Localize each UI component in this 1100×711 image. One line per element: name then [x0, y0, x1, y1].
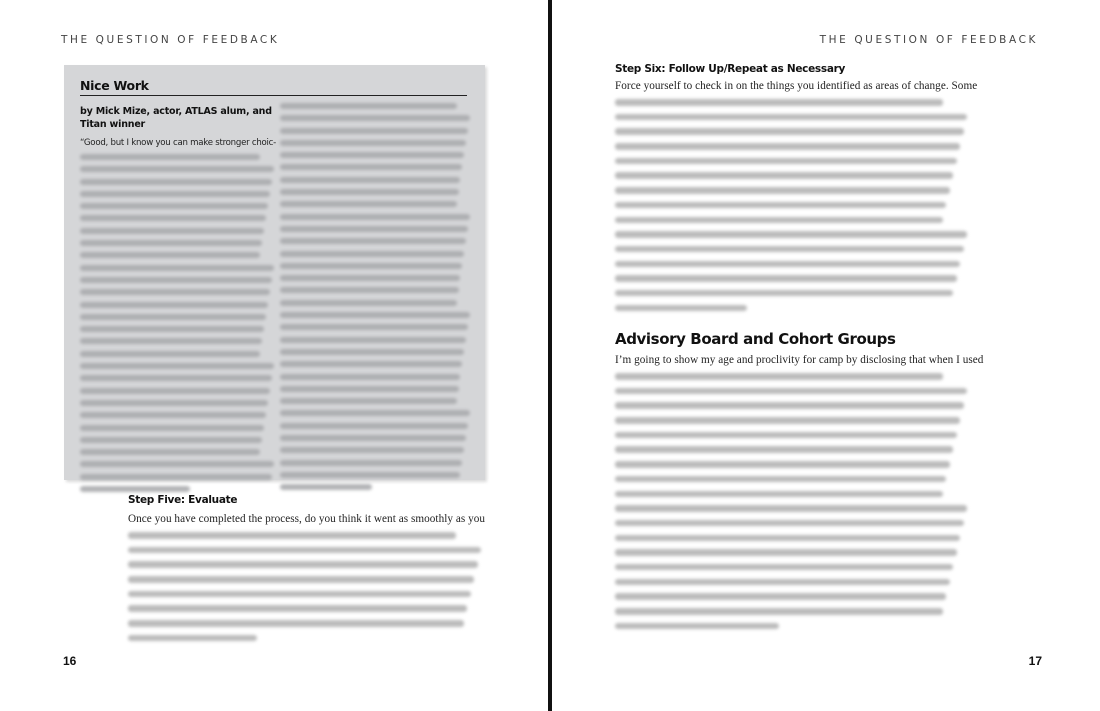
- blurred-text-line: [80, 326, 264, 332]
- blurred-text-line: [128, 635, 257, 642]
- blurred-text-line: [80, 412, 266, 418]
- blurred-text-line: [615, 505, 967, 512]
- page-number-right: 17: [1028, 654, 1042, 668]
- blurred-text-line: [615, 432, 957, 439]
- blurred-text-line: [615, 261, 960, 268]
- blurred-text-line: [280, 398, 457, 404]
- blurred-text-line: [615, 579, 950, 586]
- sidebar-blurred-column-2: [280, 103, 472, 497]
- blurred-text-line: [615, 217, 943, 224]
- blurred-text-line: [80, 179, 272, 185]
- blurred-text-line: [80, 289, 270, 295]
- blurred-text-line: [615, 143, 960, 150]
- blurred-text-line: [615, 305, 747, 312]
- blurred-text-line: [80, 486, 190, 492]
- blurred-text-line: [80, 228, 264, 234]
- blurred-text-line: [280, 472, 460, 478]
- blurred-text-line: [615, 417, 960, 424]
- blurred-text-line: [615, 402, 964, 409]
- blurred-text-line: [80, 265, 274, 271]
- blurred-text-line: [615, 446, 953, 453]
- blurred-text-line: [80, 154, 260, 160]
- blurred-text-line: [80, 166, 274, 172]
- blurred-text-line: [80, 215, 266, 221]
- blurred-text-line: [280, 177, 460, 183]
- blurred-text-line: [128, 547, 481, 554]
- blurred-text-line: [80, 363, 274, 369]
- blurred-text-line: [80, 375, 272, 381]
- blurred-text-line: [280, 410, 470, 416]
- blurred-text-line: [280, 251, 464, 257]
- blurred-text-line: [280, 115, 470, 121]
- blurred-text-line: [280, 128, 468, 134]
- blurred-text-line: [80, 400, 268, 406]
- blurred-text-line: [280, 312, 470, 318]
- blurred-text-line: [280, 435, 466, 441]
- blurred-text-line: [615, 231, 967, 238]
- blurred-text-line: [615, 520, 964, 527]
- blurred-text-line: [280, 349, 464, 355]
- blurred-text-line: [280, 300, 457, 306]
- blurred-text-line: [280, 201, 457, 207]
- blurred-text-line: [280, 287, 459, 293]
- blurred-text-line: [615, 608, 943, 615]
- blurred-text-line: [280, 226, 468, 232]
- blurred-text-line: [615, 114, 967, 121]
- blurred-text-line: [280, 275, 460, 281]
- sidebar-blurred-column-1: [80, 154, 276, 498]
- blurred-text-line: [80, 461, 274, 467]
- blurred-text-line: [128, 561, 478, 568]
- sidebar-lead-line: “Good, but I know you can make stronger choic-: [80, 138, 277, 148]
- blurred-text-line: [128, 532, 456, 539]
- blurred-text-line: [615, 388, 967, 395]
- section-heading-advisory-board: Advisory Board and Cohort Groups: [615, 330, 896, 348]
- blurred-text-line: [280, 324, 468, 330]
- blurred-text-line: [615, 172, 953, 179]
- blurred-text-line: [128, 620, 464, 627]
- sidebar-title: Nice Work: [80, 78, 149, 93]
- advisory-board-first-line: I’m going to show my age and proclivity for camp by disclosing that when I used: [615, 354, 984, 366]
- blurred-text-line: [280, 140, 466, 146]
- blurred-text-line: [615, 128, 964, 135]
- blurred-text-line: [280, 460, 462, 466]
- page-number-left: 16: [63, 654, 77, 668]
- blurred-text-line: [280, 164, 462, 170]
- step-five-first-line: Once you have completed the process, do you think it went as smoothly as you: [128, 513, 486, 525]
- blurred-text-line: [80, 240, 262, 246]
- blurred-text-line: [615, 275, 957, 282]
- blurred-text-line: [80, 388, 270, 394]
- blurred-text-line: [615, 461, 950, 468]
- blurred-text-line: [615, 476, 946, 483]
- sidebar-byline: by Mick Mize, actor, ATLAS alum, and Titan winner: [80, 106, 272, 130]
- blurred-text-line: [80, 277, 272, 283]
- blurred-text-line: [280, 189, 459, 195]
- blurred-text-line: [80, 449, 260, 455]
- left-page: [0, 0, 548, 711]
- step-six-first-line: Force yourself to check in on the things you identified as areas of change. Some: [615, 80, 978, 92]
- running-head-left: THE QUESTION OF FEEDBACK: [61, 34, 280, 46]
- blurred-text-line: [280, 447, 464, 453]
- right-page: [552, 0, 1100, 711]
- blurred-text-line: [80, 191, 270, 197]
- section-heading-step-five: Step Five: Evaluate: [128, 494, 238, 506]
- blurred-text-line: [280, 361, 462, 367]
- blurred-text-line: [615, 99, 943, 106]
- advisory-board-blurred-text: [615, 373, 971, 637]
- running-head-right: THE QUESTION OF FEEDBACK: [819, 34, 1038, 46]
- blurred-text-line: [80, 338, 262, 344]
- blurred-text-line: [615, 202, 946, 209]
- blurred-text-line: [615, 549, 957, 556]
- blurred-text-line: [615, 187, 950, 194]
- blurred-text-line: [280, 386, 459, 392]
- blurred-text-line: [280, 374, 460, 380]
- blurred-text-line: [80, 351, 260, 357]
- blurred-text-line: [80, 425, 264, 431]
- section-heading-step-six: Step Six: Follow Up/Repeat as Necessary: [615, 63, 846, 75]
- blurred-text-line: [128, 591, 471, 598]
- step-six-blurred-text: [615, 99, 971, 319]
- blurred-text-line: [615, 246, 964, 253]
- blurred-text-line: [280, 263, 462, 269]
- blurred-text-line: [128, 605, 467, 612]
- blurred-text-line: [280, 152, 464, 158]
- blurred-text-line: [615, 535, 960, 542]
- blurred-text-line: [280, 423, 468, 429]
- blurred-text-line: [280, 103, 457, 109]
- blurred-text-line: [615, 593, 946, 600]
- blurred-text-line: [80, 437, 262, 443]
- blurred-text-line: [80, 252, 260, 258]
- blurred-text-line: [80, 203, 268, 209]
- blurred-text-line: [615, 158, 957, 165]
- blurred-text-line: [615, 491, 943, 498]
- blurred-text-line: [280, 337, 466, 343]
- step-five-blurred-text: [128, 532, 485, 650]
- blurred-text-line: [80, 474, 272, 480]
- blurred-text-line: [80, 302, 268, 308]
- blurred-text-line: [280, 484, 372, 490]
- blurred-text-line: [80, 314, 266, 320]
- blurred-text-line: [615, 373, 943, 380]
- blurred-text-line: [128, 576, 474, 583]
- blurred-text-line: [615, 623, 779, 630]
- blurred-text-line: [615, 290, 953, 297]
- sidebar-box: [64, 65, 485, 480]
- blurred-text-line: [280, 238, 466, 244]
- blurred-text-line: [280, 214, 470, 220]
- sidebar-title-rule: [80, 95, 467, 96]
- blurred-text-line: [615, 564, 953, 571]
